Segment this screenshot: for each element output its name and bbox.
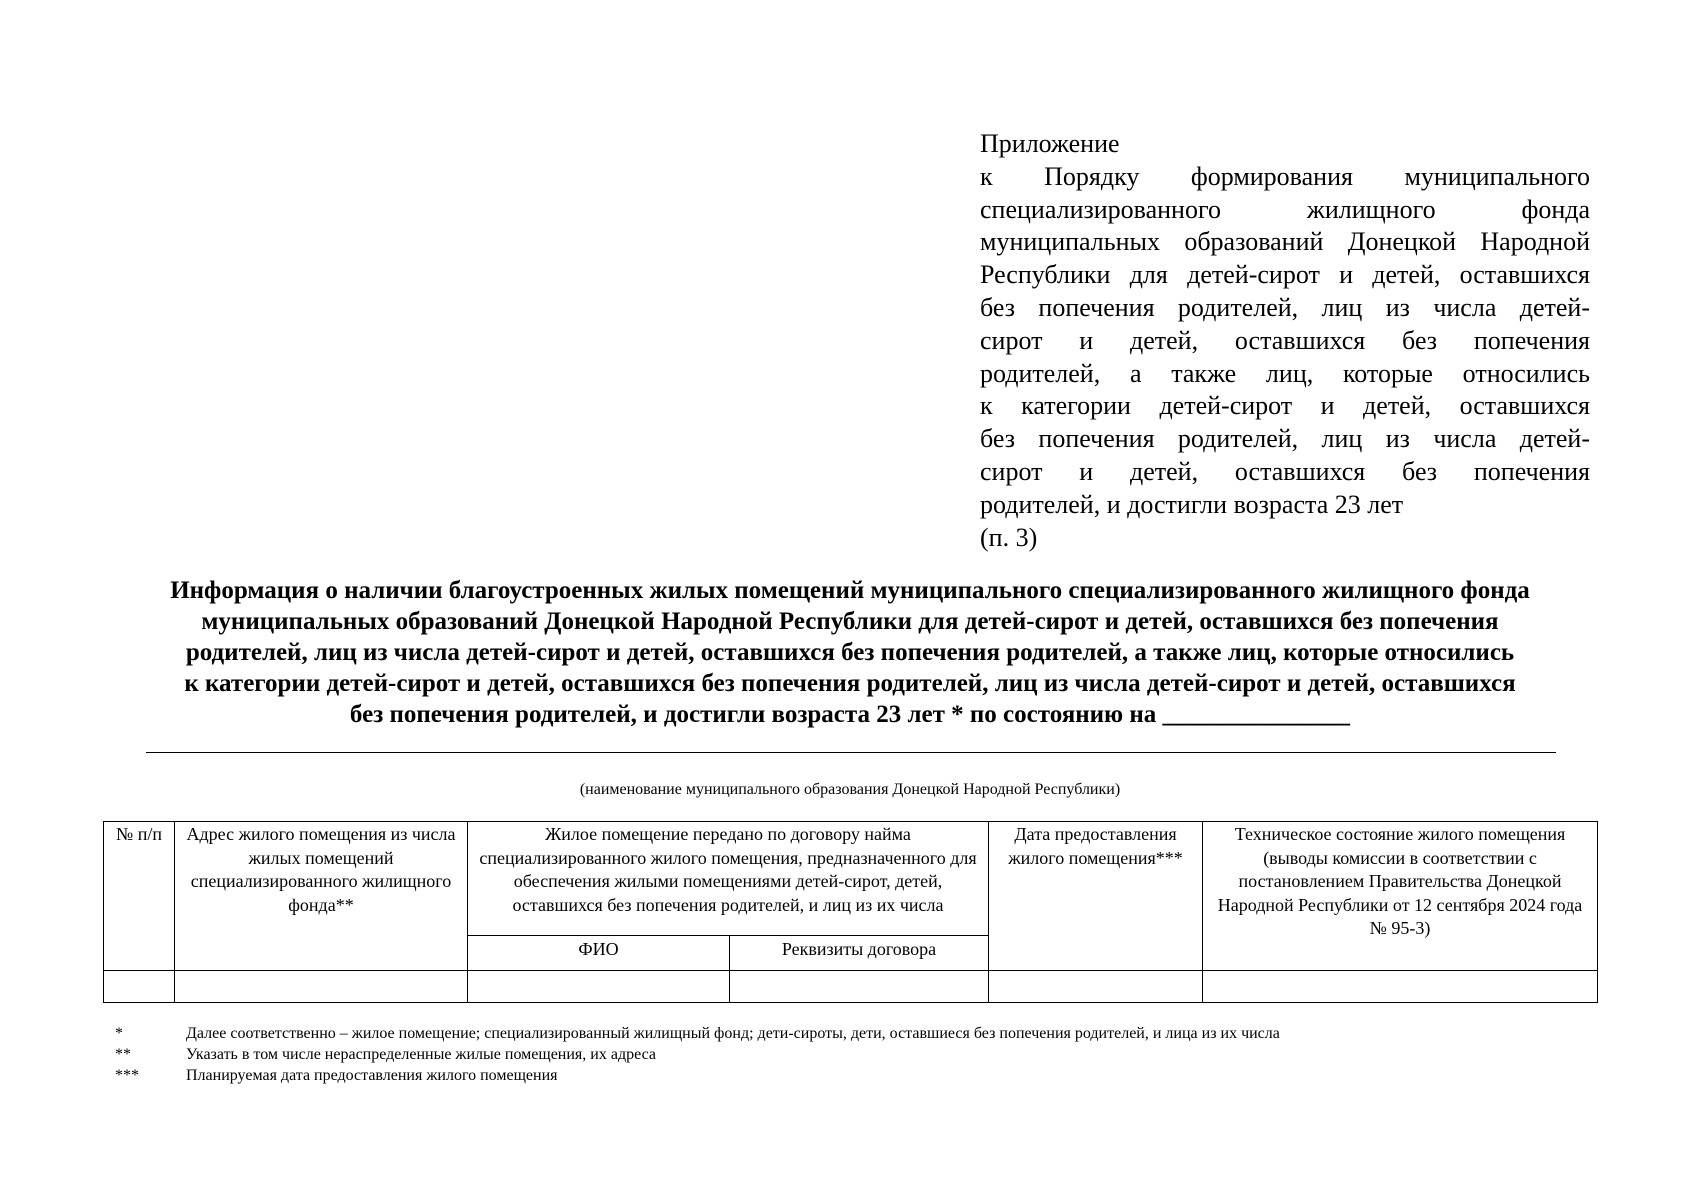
table-cell[interactable] bbox=[104, 971, 175, 1003]
footnote-text: Указать в том числе нераспределенные жилые помещения, их адреса bbox=[186, 1046, 656, 1063]
header-date: Дата предоставления жилого помещения*** bbox=[989, 822, 1203, 971]
header-technical-state: Техническое состояние жилого помещения (выводы комиссии в соответствии с постановлением Правительства Донецкой Народной Республики от 12 сентября 2024 года № 95-3) bbox=[1203, 822, 1598, 971]
header-contract-details: Реквизиты договора bbox=[730, 936, 989, 971]
table-cell[interactable] bbox=[468, 971, 730, 1003]
footnote bbox=[115, 1065, 1615, 1086]
table-cell[interactable] bbox=[730, 971, 989, 1003]
header-contract-group: Жилое помещение передано по договору найма специализированного жилого помещения, предназначенного для обеспечения жилыми помещениями детей-сирот, детей, оставшихся без попечения родителей, и лиц из их числа bbox=[468, 822, 989, 936]
appendix-line: без попечения родителей, лиц из числа детей- bbox=[980, 424, 1590, 454]
appendix-line: родителей, и достигли возраста 23 лет bbox=[980, 489, 1404, 519]
appendix-line: Республики для детей-сирот и детей, оставшихся bbox=[980, 260, 1590, 290]
table-row bbox=[104, 971, 1598, 1003]
title-line: родителей, лиц из числа детей-сирот и детей, оставшихся без попечения родителей, а также лиц, которые относились bbox=[185, 639, 1515, 666]
header-number: № п/п bbox=[104, 822, 175, 971]
municipality-fill-line bbox=[146, 752, 1556, 753]
footnote-mark: ** bbox=[115, 1046, 131, 1063]
appendix-line: специализированного жилищного фонда bbox=[980, 194, 1590, 224]
footnote-text: Далее соответственно – жилое помещение; специализированный жилищный фонд; дети-сироты, дети, оставшиеся без попечения родителей, и лица из их числа bbox=[186, 1025, 1280, 1042]
footnote bbox=[115, 1023, 1615, 1044]
appendix-line: муниципальных образований Донецкой Народной bbox=[980, 227, 1590, 257]
footnote-text: Планируемая дата предоставления жилого помещения bbox=[186, 1067, 558, 1084]
footnotes bbox=[115, 1023, 1615, 1086]
appendix-line: к Порядку формирования муниципального bbox=[980, 161, 1590, 191]
title-line-date: без попечения родителей, и достигли возраста 23 лет * по состоянию на _______________ bbox=[349, 701, 1351, 728]
title-line: Информация о наличии благоустроенных жилых помещений муниципального специализированного жилищного фонда bbox=[170, 577, 1530, 604]
information-table bbox=[103, 821, 1598, 1003]
table-header-row bbox=[104, 822, 1598, 936]
appendix-line: родителей, а также лиц, которые относились bbox=[980, 358, 1590, 388]
header-address: Адрес жилого помещения из числа жилых помещений специализированного жилищного фонда** bbox=[175, 822, 468, 971]
title-line: к категории детей-сирот и детей, оставшихся без попечения родителей, лиц из числа детей-сирот и детей, оставшихся bbox=[184, 670, 1516, 697]
appendix-block bbox=[980, 128, 1590, 554]
appendix-line: к категории детей-сирот и детей, оставшихся bbox=[980, 391, 1590, 421]
footnote-mark: *** bbox=[115, 1067, 139, 1084]
appendix-line: сирот и детей, оставшихся без попечения bbox=[980, 325, 1590, 355]
header-fio: ФИО bbox=[468, 936, 730, 971]
table-cell[interactable] bbox=[1203, 971, 1598, 1003]
document-title bbox=[100, 575, 1600, 730]
appendix-line: сирот и детей, оставшихся без попечения bbox=[980, 456, 1590, 486]
appendix-clause-ref: (п. 3) bbox=[980, 522, 1038, 552]
appendix-line: без попечения родителей, лиц из числа детей- bbox=[980, 292, 1590, 322]
footnote bbox=[115, 1044, 1615, 1065]
municipality-caption: (наименование муниципального образования Донецкой Народной Республики) bbox=[579, 781, 1121, 798]
table-cell[interactable] bbox=[989, 971, 1203, 1003]
footnote-mark: * bbox=[115, 1025, 123, 1042]
appendix-heading: Приложение bbox=[980, 129, 1120, 158]
title-line: муниципальных образований Донецкой Народной Республики для детей-сирот и детей, оставшихся без попечения bbox=[201, 608, 1499, 635]
table-cell[interactable] bbox=[175, 971, 468, 1003]
